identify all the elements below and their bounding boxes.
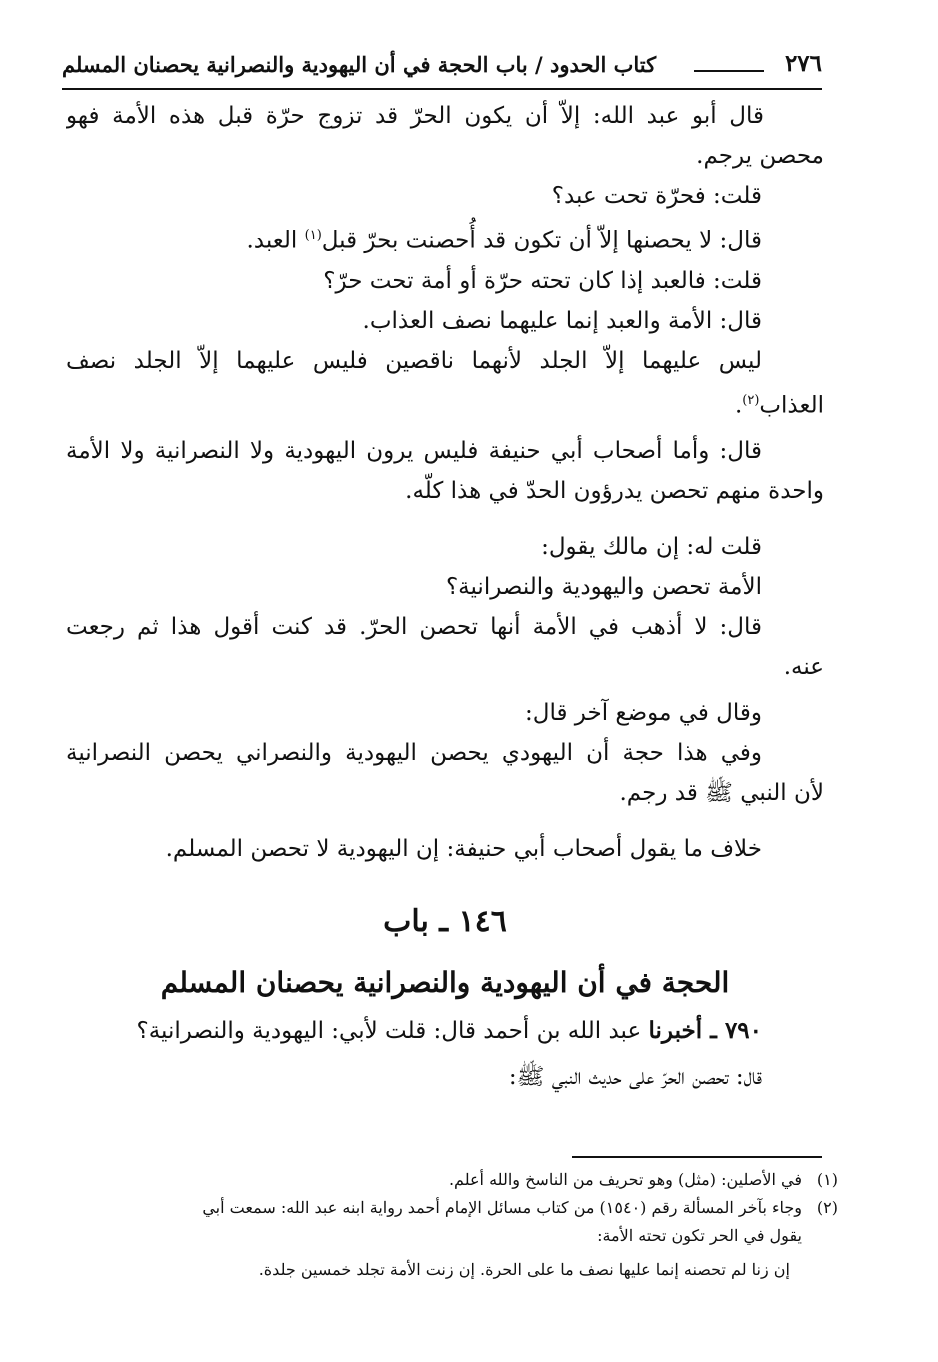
paragraph-line: قال: لا أذهب في الأمة أنها تحصن الحرّ. قد كنت أقول هذا ثم رجعت xyxy=(66,614,762,641)
paragraph-line: عنه. xyxy=(783,654,824,681)
paragraph-line xyxy=(66,216,824,261)
paragraph-line: قال أبو عبد الله: إلاّ أن يكون الحرّ قد تزوج حرّة قبل هذه الأمة فهو xyxy=(66,103,764,129)
paragraph-line: قلت له: إن مالك يقول: xyxy=(541,534,762,561)
paragraph-line: الأمة تحصن واليهودية والنصرانية؟ xyxy=(445,574,762,601)
footnote-text: وجاء بآخر المسألة رقم (١٥٤٠) من كتاب مسائل الإمام أحمد رواية ابنه عبد الله: سمعت أبي xyxy=(202,1198,802,1217)
running-title: كتاب الحدود / باب الحجة في أن اليهودية والنصرانية يحصنان المسلم xyxy=(62,52,657,77)
text-span: العذاب xyxy=(759,392,824,419)
text-span: عبد الله بن أحمد قال: قلت لأبي: اليهودية والنصرانية؟ xyxy=(136,1018,649,1045)
paragraph-line xyxy=(66,381,824,426)
chapter-title: الحجة في أن اليهودية والنصرانية يحصنان المسلم xyxy=(160,966,730,1000)
footnote xyxy=(78,1166,838,1194)
footnote-text: في الأصلين: (مثل) وهو تحريف من الناسخ والله أعلم. xyxy=(448,1170,802,1189)
hadith-number: ٧٩٠ ـ xyxy=(702,1017,762,1045)
hadith-line xyxy=(66,1011,824,1051)
footnote-mark: (١) xyxy=(816,1170,838,1189)
footnote xyxy=(78,1194,838,1222)
chapter-heading: ١٤٦ ـ باب xyxy=(383,904,507,940)
paragraph-line: وقال في موضع آخر قال: xyxy=(525,700,762,727)
paragraph-line: قال: وأما أصحاب أبي حنيفة فليس يرون اليهودية ولا النصرانية ولا الأمة xyxy=(66,438,762,465)
footnotes xyxy=(78,1166,838,1284)
hadith-lead: أخبرنا xyxy=(648,1017,703,1045)
main-text xyxy=(66,96,824,1097)
footnote-ref: (١) xyxy=(304,228,322,243)
page-header xyxy=(62,48,822,90)
footnote-mark: (٢) xyxy=(816,1198,838,1217)
paragraph-line: محصن يرجم. xyxy=(696,143,824,169)
text-span: . xyxy=(734,392,743,419)
paragraph-line: قال: الأمة والعبد إنما عليهما نصف العذاب. xyxy=(362,307,762,334)
footnote-ref: (٢) xyxy=(742,392,760,408)
page-number: ٢٧٦ xyxy=(784,50,822,77)
footnote-divider xyxy=(572,1156,822,1158)
paragraph-line: لأن النبي ﷺ قد رجم. xyxy=(619,780,824,807)
hadith-line: قال: تحصن الحرّ على حديث النبي ﷺ: xyxy=(508,1064,762,1091)
footnote-text: يقول في الحر تكون تحته الأمة: xyxy=(597,1226,802,1245)
footnote-text: إن زنا لم تحصنه إنما عليها نصف ما على الحرة. إن زنت الأمة تجلد خمسين جلدة. xyxy=(258,1260,790,1279)
text-span: قال: لا يحصنها إلاّ أن تكون قد أُحصنت بحرّ قبل xyxy=(321,227,762,254)
paragraph-line: قلت: فحرّة تحت عبد؟ xyxy=(551,183,762,209)
header-dash xyxy=(694,70,764,72)
text-span: العبد. xyxy=(246,227,305,254)
paragraph-line: ليس عليهما إلاّ الجلد لأنهما ناقصين فليس عليهما إلاّ الجلد نصف xyxy=(66,347,762,374)
paragraph-line: قلت: فالعبد إذا كان تحته حرّة أو أمة تحت حرّ؟ xyxy=(323,267,762,294)
paragraph-line: وفي هذا حجة أن اليهودي يحصن اليهودية والنصراني يحصن النصرانية xyxy=(66,740,762,767)
paragraph-line: خلاف ما يقول أصحاب أبي حنيفة: إن اليهودية لا تحصن المسلم. xyxy=(165,836,762,863)
paragraph-line: واحدة منهم تحصن يدرؤون الحدّ في هذا كلّه. xyxy=(405,478,824,505)
